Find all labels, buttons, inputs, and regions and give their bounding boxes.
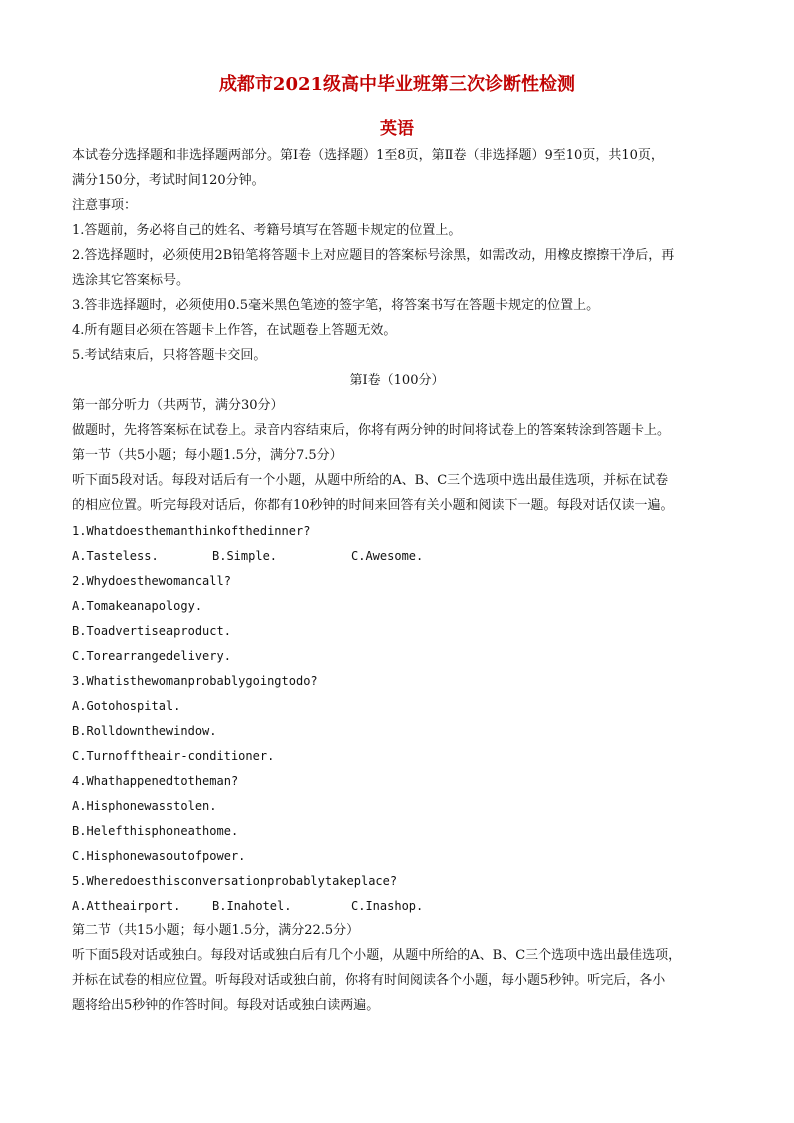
section2-instruction-3: 题将给出5秒钟的作答时间。每段对话或独白读两遍。: [72, 998, 380, 1013]
question-4-stem: 4.Whathappenedtotheman?: [72, 774, 239, 788]
section1-instruction-1: 听下面5段对话。每段对话后有一个小题，从题中所给的A、B、C三个选项中选出最佳选项，并标在试卷: [72, 473, 669, 488]
section2-instruction-2: 并标在试卷的相应位置。听每段对话或独白前，你将有时间阅读各个小题，每小题5秒钟。听完后，各小: [72, 973, 666, 988]
note-1: 1.答题前，务必将自己的姓名、考籍号填写在答题卡规定的位置上。: [72, 223, 462, 238]
question-2-option-b: B.Toadvertiseaproduct.: [72, 624, 231, 638]
question-3-option-c: C.Turnofftheair-conditioner.: [72, 749, 275, 763]
question-5-option-c: C.Inashop.: [351, 899, 424, 913]
question-2-option-a: A.Tomakeanapology.: [72, 599, 203, 613]
question-1-option-a: A.Tasteless.: [72, 549, 159, 563]
volume-heading: 第Ⅰ卷（100分）: [349, 373, 445, 388]
note-2a: 2.答选择题时，必须使用2B铅笔将答题卡上对应题目的答案标号涂黑，如需改动，用橡皮擦擦干净后，再: [72, 248, 675, 263]
note-5: 5.考试结束后，只将答题卡交回。: [72, 348, 267, 363]
question-5-stem: 5.Wheredoesthisconversationprobablytakeplace?: [72, 874, 398, 888]
intro-line-2: 满分150分，考试时间120分钟。: [72, 173, 265, 188]
exam-title: 成都市2021级高中毕业班第三次诊断性检测: [218, 74, 576, 95]
part1-instruction: 做题时，先将答案标在试卷上。录音内容结束后，你将有两分钟的时间将试卷上的答案转涂到答题卡上。: [72, 423, 671, 438]
note-4: 4.所有题目必须在答题卡上作答，在试题卷上答题无效。: [72, 323, 397, 338]
note-3: 3.答非选择题时，必须使用0.5毫米黑色笔迹的签字笔，将答案书写在答题卡规定的位置上。: [72, 298, 600, 313]
section1-instruction-2: 的相应位置。听完每段对话后，你都有10秒钟的时间来回答有关小题和阅读下一题。每段对话仅读一遍。: [72, 498, 674, 513]
question-1-option-b: B.Simple.: [212, 549, 278, 563]
question-4-option-a: A.Hisphonewasstolen.: [72, 799, 217, 813]
notes-heading: 注意事项：: [72, 198, 138, 213]
question-2-stem: 2.Whydoesthewomancall?: [72, 574, 231, 588]
section1-heading: 第一节（共5小题；每小题1.5分，满分7.5分）: [72, 448, 343, 463]
section2-heading: 第二节（共15小题；每小题1.5分，满分22.5分）: [72, 923, 360, 938]
question-5-option-b: B.Inahotel.: [212, 899, 292, 913]
question-3-option-a: A.Gotohospital.: [72, 699, 181, 713]
note-2b: 选涂其它答案标号。: [72, 273, 190, 288]
subject-title: 英语: [380, 119, 414, 139]
question-1-stem: 1.Whatdoesthemanthinkofthedinner?: [72, 524, 311, 538]
question-4-option-b: B.Helefthisphoneathome.: [72, 824, 239, 838]
intro-line-1: 本试卷分选择题和非选择题两部分。第Ⅰ卷（选择题）1至8页，第Ⅱ卷（非选择题）9至10页，共10页，: [72, 148, 664, 163]
question-1-option-c: C.Awesome.: [351, 549, 424, 563]
question-5-option-a: A.Attheairport.: [72, 899, 181, 913]
question-2-option-c: C.Torearrangedelivery.: [72, 649, 231, 663]
section2-instruction-1: 听下面5段对话或独白。每段对话或独白后有几个小题，从题中所给的A、B、C三个选项中选出最佳选项，: [72, 948, 682, 963]
question-4-option-c: C.Hisphonewasoutofpower.: [72, 849, 246, 863]
part1-heading: 第一部分听力（共两节，满分30分）: [72, 398, 284, 413]
question-3-stem: 3.Whatisthewomanprobablygoingtodo?: [72, 674, 318, 688]
question-3-option-b: B.Rolldownthewindow.: [72, 724, 217, 738]
